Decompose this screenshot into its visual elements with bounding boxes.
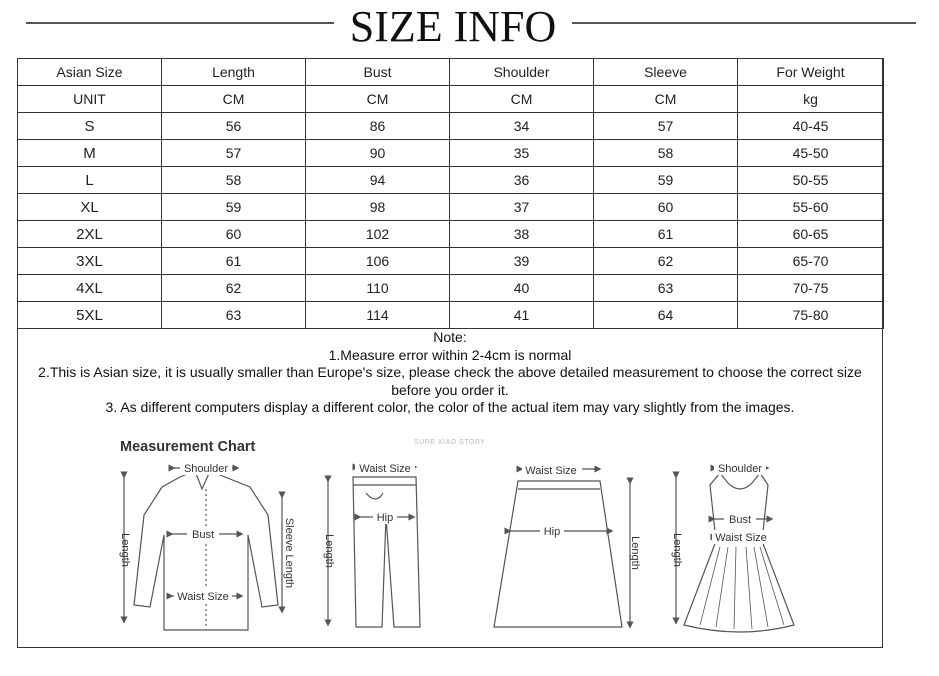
shirt-waist-label: Waist Size <box>177 591 229 603</box>
note-line-2-continued: before you order it. <box>391 381 509 398</box>
table-cell: 110 <box>306 275 450 302</box>
table-cell: 114 <box>306 302 450 329</box>
table-cell: 63 <box>594 275 738 302</box>
notes-heading: Note: <box>433 329 467 345</box>
table-cell: 106 <box>306 248 450 275</box>
unit-cell: CM <box>162 86 306 113</box>
size-cell: S <box>18 113 162 140</box>
table-cell: 45-50 <box>738 140 884 167</box>
trousers-pocket-icon <box>366 493 383 499</box>
dress-shoulder-label: Shoulder <box>717 463 763 475</box>
skirt-hip-label: Hip <box>543 526 561 538</box>
trousers-outline-icon <box>353 477 420 627</box>
unit-cell: CM <box>306 86 450 113</box>
table-cell: 59 <box>162 194 306 221</box>
note-line-3: 3. As different computers display a different color, the color of the actual item may vary slightly from the images. <box>105 399 795 415</box>
unit-cell: UNIT <box>18 86 162 113</box>
notes-block <box>18 329 882 417</box>
shirt-bust-label: Bust <box>191 529 215 541</box>
table-cell: 98 <box>306 194 450 221</box>
unit-cell: kg <box>738 86 884 113</box>
size-cell: 2XL <box>18 221 162 248</box>
table-cell: 57 <box>594 113 738 140</box>
table-cell: 86 <box>306 113 450 140</box>
note-line-1: 1.Measure error within 2-4cm is normal <box>328 346 572 363</box>
table-cell: 62 <box>162 275 306 302</box>
table-cell: 56 <box>162 113 306 140</box>
trousers-length-label: Length <box>323 534 335 568</box>
table-row <box>18 221 884 248</box>
column-header: Length <box>162 59 306 86</box>
watermark-text: SURE XIAO STORY <box>414 439 486 446</box>
table-cell: 37 <box>450 194 594 221</box>
table-cell: 40 <box>450 275 594 302</box>
unit-cell: CM <box>594 86 738 113</box>
table-cell: 94 <box>306 167 450 194</box>
table-cell: 60 <box>162 221 306 248</box>
table-cell: 59 <box>594 167 738 194</box>
measurement-chart-title: Measurement Chart <box>120 439 256 455</box>
table-cell: 50-55 <box>738 167 884 194</box>
size-cell: XL <box>18 194 162 221</box>
table-cell: 58 <box>162 167 306 194</box>
page-title: SIZE INFO <box>349 2 557 51</box>
table-row <box>18 113 884 140</box>
table-row <box>18 302 884 329</box>
dress-waist-label: Waist Size <box>715 532 767 544</box>
table-cell: 60-65 <box>738 221 884 248</box>
measurement-chart-illustration <box>100 455 800 640</box>
header-rule-left <box>26 22 334 24</box>
table-cell: 63 <box>162 302 306 329</box>
skirt-outline-icon <box>494 481 622 627</box>
table-cell: 58 <box>594 140 738 167</box>
unit-cell: CM <box>450 86 594 113</box>
skirt-length-label: Length <box>629 536 641 570</box>
shirt-length-label: Length <box>119 533 131 567</box>
table-cell: 70-75 <box>738 275 884 302</box>
column-header: Bust <box>306 59 450 86</box>
dress-length-label: Length <box>671 533 683 567</box>
table-cell: 90 <box>306 140 450 167</box>
size-cell: 5XL <box>18 302 162 329</box>
table-row <box>18 194 884 221</box>
table-cell: 38 <box>450 221 594 248</box>
size-table <box>17 58 884 329</box>
shirt-sleeve-label: Sleeve Length <box>283 517 295 589</box>
shirt-diagram <box>124 468 282 630</box>
skirt-waist-label: Waist Size <box>525 465 577 477</box>
table-row <box>18 275 884 302</box>
size-cell: 3XL <box>18 248 162 275</box>
table-cell: 34 <box>450 113 594 140</box>
table-cell: 57 <box>162 140 306 167</box>
dress-bust-label: Bust <box>728 514 752 526</box>
table-row <box>18 167 884 194</box>
size-cell: 4XL <box>18 275 162 302</box>
table-cell: 102 <box>306 221 450 248</box>
table-cell: 62 <box>594 248 738 275</box>
dress-outline-icon <box>684 473 794 632</box>
note-line-2: 2.This is Asian size, it is usually smaller than Europe's size, please check the above detailed measurement to choose the correct size <box>38 364 862 380</box>
table-cell: 41 <box>450 302 594 329</box>
shirt-shoulder-label: Shoulder <box>183 463 229 475</box>
table-cell: 64 <box>594 302 738 329</box>
table-cell: 61 <box>594 221 738 248</box>
trousers-hip-label: Hip <box>376 512 394 524</box>
skirt-diagram <box>494 469 630 627</box>
column-header: Sleeve <box>594 59 738 86</box>
size-cell: M <box>18 140 162 167</box>
column-header: For Weight <box>738 59 884 86</box>
dress-diagram <box>676 468 794 632</box>
trousers-waist-label: Waist Size <box>359 463 411 475</box>
table-cell: 61 <box>162 248 306 275</box>
dress-pleats <box>700 547 784 629</box>
table-header-row <box>18 59 884 86</box>
column-header: Asian Size <box>18 59 162 86</box>
column-header: Shoulder <box>450 59 594 86</box>
table-cell: 65-70 <box>738 248 884 275</box>
unit-row <box>18 86 884 113</box>
table-cell: 39 <box>450 248 594 275</box>
table-cell: 55-60 <box>738 194 884 221</box>
table-row <box>18 248 884 275</box>
table-row <box>18 140 884 167</box>
page-header <box>0 0 939 56</box>
table-cell: 75-80 <box>738 302 884 329</box>
header-rule-right <box>572 22 916 24</box>
table-cell: 60 <box>594 194 738 221</box>
table-cell: 40-45 <box>738 113 884 140</box>
table-cell: 35 <box>450 140 594 167</box>
size-cell: L <box>18 167 162 194</box>
table-cell: 36 <box>450 167 594 194</box>
trousers-diagram <box>328 467 420 627</box>
